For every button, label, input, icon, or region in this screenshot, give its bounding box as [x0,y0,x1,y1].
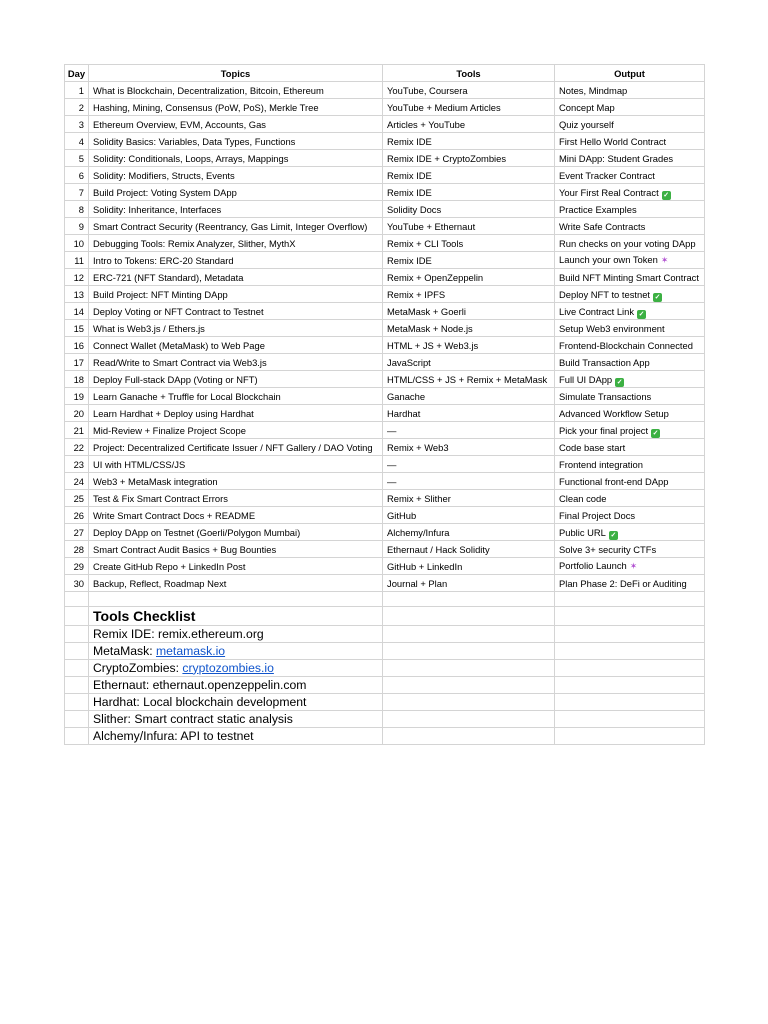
output-text: Full UI DApp [559,373,613,385]
tools-cell: Remix IDE [383,133,555,150]
checklist-item-row [65,677,705,694]
output-text: Your First Real Contract [559,186,659,198]
tools-cell: — [383,473,555,490]
tools-cell: Solidity Docs [383,201,555,218]
output-cell [555,490,705,507]
topic-cell: Project: Decentralized Certificate Issuer / NFT Gallery / DAO Voting [89,439,383,456]
checklist-item [89,643,383,660]
day-cell: 30 [65,575,89,592]
table-row [65,269,705,286]
output-cell [555,116,705,133]
table-row [65,422,705,439]
tools-cell: Hardhat [383,405,555,422]
table-row [65,116,705,133]
output-text: Launch your own Token [559,254,658,265]
checklist-item-row [65,728,705,745]
output-cell [555,269,705,286]
empty-cell [555,607,705,626]
table-row [65,184,705,201]
empty-cell [65,660,89,677]
header-output: Output [555,65,705,82]
tools-cell: Remix IDE [383,167,555,184]
empty-cell [555,694,705,711]
checklist-item-label: Slither: Smart contract static analysis [93,711,293,726]
table-row [65,371,705,388]
output-cell [555,524,705,541]
topic-cell: Debugging Tools: Remix Analyzer, Slither, MythX [89,235,383,252]
table-row [65,320,705,337]
checklist-item-link[interactable]: cryptozombies.io [182,660,274,675]
topic-cell: Connect Wallet (MetaMask) to Web Page [89,337,383,354]
empty-cell [383,643,555,660]
day-cell: 7 [65,184,89,201]
output-text: Build Transaction App [559,356,650,368]
topic-cell: What is Blockchain, Decentralization, Bitcoin, Ethereum [89,82,383,99]
topic-cell: Web3 + MetaMask integration [89,473,383,490]
output-text: Final Project Docs [559,509,636,521]
output-cell [555,541,705,558]
output-text: Mini DApp: Student Grades [559,152,674,164]
topic-cell: Deploy DApp on Testnet (Goerli/Polygon Mumbai) [89,524,383,541]
output-text: Public URL [559,526,606,538]
tools-cell: — [383,456,555,473]
tools-cell: Remix IDE [383,184,555,201]
table-row [65,286,705,303]
tools-cell: Remix + CLI Tools [383,235,555,252]
empty-cell [555,711,705,728]
topic-cell: Deploy Voting or NFT Contract to Testnet [89,303,383,320]
day-cell: 2 [65,99,89,116]
output-cell [555,337,705,354]
topic-cell: Write Smart Contract Docs + README [89,507,383,524]
tools-cell: Alchemy/Infura [383,524,555,541]
day-cell: 8 [65,201,89,218]
checklist-item-row [65,711,705,728]
topic-cell: Ethereum Overview, EVM, Accounts, Gas [89,116,383,133]
output-text: Event Tracker Contract [559,169,655,181]
output-cell [555,456,705,473]
output-cell [555,184,705,201]
checklist-item-row [65,643,705,660]
topic-cell: Build Project: NFT Minting DApp [89,286,383,303]
output-cell [555,320,705,337]
output-cell [555,218,705,235]
check-mark-button-icon: ✓ [652,429,659,437]
checklist-item-label: CryptoZombies: [93,660,183,675]
empty-cell [383,728,555,745]
table-row [65,541,705,558]
checklist-item [89,728,383,745]
header-day: Day [65,65,89,82]
topic-cell: ERC-721 (NFT Standard), Metadata [89,269,383,286]
empty-cell [65,677,89,694]
empty-cell [555,592,705,607]
day-cell: 28 [65,541,89,558]
tools-cell: Journal + Plan [383,575,555,592]
table-row [65,252,705,269]
checklist-item [89,660,383,677]
day-cell: 12 [65,269,89,286]
checklist-item-row [65,660,705,677]
table-row [65,201,705,218]
topic-cell: Create GitHub Repo + LinkedIn Post [89,558,383,575]
check-mark-button-icon: ✓ [663,191,670,199]
empty-cell [65,643,89,660]
day-cell: 18 [65,371,89,388]
output-text: First Hello World Contract [559,135,667,147]
topic-cell: Hashing, Mining, Consensus (PoW, PoS), Merkle Tree [89,99,383,116]
topic-cell: Smart Contract Security (Reentrancy, Gas Limit, Integer Overflow) [89,218,383,235]
output-text: Write Safe Contracts [559,220,646,232]
checklist-title-row [65,607,705,626]
topic-cell: Deploy Full-stack DApp (Voting or NFT) [89,371,383,388]
topic-cell: Solidity Basics: Variables, Data Types, Functions [89,133,383,150]
tools-cell: YouTube + Ethernaut [383,218,555,235]
empty-cell [555,728,705,745]
output-cell [555,405,705,422]
topic-cell: Solidity: Inheritance, Interfaces [89,201,383,218]
tools-cell: JavaScript [383,354,555,371]
topic-cell: Backup, Reflect, Roadmap Next [89,575,383,592]
output-text: Run checks on your voting DApp [559,237,696,249]
table-row [65,218,705,235]
table-row [65,82,705,99]
table-row [65,388,705,405]
output-text: Setup Web3 environment [559,322,665,334]
output-text: Clean code [559,492,607,504]
empty-cell [555,660,705,677]
header-topics: Topics [89,65,383,82]
tools-cell: Remix IDE + CryptoZombies [383,150,555,167]
empty-cell [555,643,705,660]
tools-cell: MetaMask + Goerli [383,303,555,320]
checklist-item [89,626,383,643]
output-cell [555,558,705,575]
header-tools: Tools [383,65,555,82]
empty-cell [89,592,383,607]
empty-cell [555,677,705,694]
output-text: Concept Map [559,101,615,113]
topic-cell: Build Project: Voting System DApp [89,184,383,201]
table-row [65,99,705,116]
table-row [65,575,705,592]
output-cell [555,371,705,388]
topic-cell: What is Web3.js / Ethers.js [89,320,383,337]
table-row [65,133,705,150]
day-cell: 4 [65,133,89,150]
day-cell: 1 [65,82,89,99]
checklist-title: Tools Checklist [89,607,383,626]
day-cell: 10 [65,235,89,252]
table-row [65,337,705,354]
topic-cell: Intro to Tokens: ERC-20 Standard [89,252,383,269]
output-text: Practice Examples [559,203,637,215]
checklist-item-row [65,626,705,643]
output-text: Functional front-end DApp [559,475,669,487]
empty-cell [383,592,555,607]
output-cell [555,99,705,116]
output-text: Quiz yourself [559,118,614,130]
output-cell [555,439,705,456]
checklist-item-label: Hardhat: Local blockchain development [93,694,307,709]
empty-cell [65,626,89,643]
checklist-item-row [65,694,705,711]
table-row [65,524,705,541]
day-cell: 27 [65,524,89,541]
day-cell: 22 [65,439,89,456]
topic-cell: Learn Ganache + Truffle for Local Blockchain [89,388,383,405]
roadmap-table [64,64,705,745]
table-row [65,405,705,422]
tools-cell: HTML/CSS + JS + Remix + MetaMask [383,371,555,388]
table-row [65,354,705,371]
empty-cell [65,607,89,626]
tools-cell: Remix + Web3 [383,439,555,456]
table-row [65,456,705,473]
output-text: Notes, Mindmap [559,84,628,96]
table-row [65,439,705,456]
tools-cell: HTML + JS + Web3.js [383,337,555,354]
party-popper-icon: ✶ [660,255,669,265]
empty-cell [555,626,705,643]
output-cell [555,354,705,371]
checklist-item-link[interactable]: metamask.io [156,643,226,658]
output-cell [555,388,705,405]
output-text: Live Contract Link [559,305,635,317]
checklist-item-label: Ethernaut: ethernaut.openzeppelin.com [93,677,307,692]
output-cell [555,133,705,150]
day-cell: 9 [65,218,89,235]
output-cell [555,167,705,184]
table-row [65,558,705,575]
day-cell: 21 [65,422,89,439]
day-cell: 25 [65,490,89,507]
spacer-row [65,592,705,607]
output-text: Frontend-Blockchain Connected [559,339,693,351]
empty-cell [65,728,89,745]
check-mark-button-icon: ✓ [616,378,623,386]
topic-cell: Test & Fix Smart Contract Errors [89,490,383,507]
output-text: Plan Phase 2: DeFi or Auditing [559,577,687,589]
day-cell: 5 [65,150,89,167]
tools-cell: Ethernaut / Hack Solidity [383,541,555,558]
output-text: Frontend integration [559,458,643,470]
output-text: Portfolio Launch [559,560,627,571]
table-row [65,507,705,524]
output-text: Code base start [559,441,626,453]
output-cell [555,235,705,252]
empty-cell [383,694,555,711]
day-cell: 23 [65,456,89,473]
output-text: Build NFT Minting Smart Contract [559,271,699,283]
output-text: Simulate Transactions [559,390,652,402]
topic-cell: Read/Write to Smart Contract via Web3.js [89,354,383,371]
table-row [65,167,705,184]
topic-cell: Learn Hardhat + Deploy using Hardhat [89,405,383,422]
tools-cell: MetaMask + Node.js [383,320,555,337]
day-cell: 20 [65,405,89,422]
empty-cell [65,694,89,711]
output-text: Pick your final project [559,424,649,436]
tools-cell: Ganache [383,388,555,405]
day-cell: 17 [65,354,89,371]
output-cell [555,252,705,269]
topic-cell: UI with HTML/CSS/JS [89,456,383,473]
tools-cell: Remix IDE [383,252,555,269]
tools-cell: Remix + OpenZeppelin [383,269,555,286]
tools-cell: GitHub [383,507,555,524]
empty-cell [65,592,89,607]
checklist-item [89,694,383,711]
output-cell [555,82,705,99]
table-row [65,235,705,252]
day-cell: 29 [65,558,89,575]
tools-cell: YouTube, Coursera [383,82,555,99]
day-cell: 26 [65,507,89,524]
tools-cell: Remix + IPFS [383,286,555,303]
output-cell [555,286,705,303]
checklist-item [89,711,383,728]
check-mark-button-icon: ✓ [654,293,661,301]
tools-cell: Remix + Slither [383,490,555,507]
empty-cell [383,607,555,626]
empty-cell [383,660,555,677]
empty-cell [383,711,555,728]
output-cell [555,150,705,167]
output-cell [555,303,705,320]
checklist-item-label: Remix IDE: remix.ethereum.org [93,626,264,641]
day-cell: 24 [65,473,89,490]
output-cell [555,507,705,524]
table-row [65,150,705,167]
day-cell: 3 [65,116,89,133]
checklist-item-label: MetaMask: [93,643,156,658]
empty-cell [65,711,89,728]
tools-cell: GitHub + LinkedIn [383,558,555,575]
topic-cell: Solidity: Modifiers, Structs, Events [89,167,383,184]
output-cell [555,473,705,490]
output-text: Deploy NFT to testnet [559,288,651,300]
output-text: Solve 3+ security CTFs [559,543,657,555]
tools-cell: — [383,422,555,439]
table-row [65,473,705,490]
output-cell [555,201,705,218]
output-cell [555,422,705,439]
checklist-item [89,677,383,694]
party-popper-icon: ✶ [629,561,638,571]
day-cell: 16 [65,337,89,354]
topic-cell: Smart Contract Audit Basics + Bug Bounties [89,541,383,558]
day-cell: 6 [65,167,89,184]
day-cell: 11 [65,252,89,269]
check-mark-button-icon: ✓ [638,310,645,318]
day-cell: 13 [65,286,89,303]
checklist-item-label: Alchemy/Infura: API to testnet [93,728,254,743]
table-row [65,303,705,320]
tools-cell: Articles + YouTube [383,116,555,133]
day-cell: 19 [65,388,89,405]
day-cell: 14 [65,303,89,320]
table-row [65,490,705,507]
empty-cell [383,626,555,643]
topic-cell: Solidity: Conditionals, Loops, Arrays, Mappings [89,150,383,167]
topic-cell: Mid-Review + Finalize Project Scope [89,422,383,439]
header-row [65,65,705,82]
empty-cell [383,677,555,694]
day-cell: 15 [65,320,89,337]
output-text: Advanced Workflow Setup [559,407,669,419]
tools-cell: YouTube + Medium Articles [383,99,555,116]
output-cell [555,575,705,592]
check-mark-button-icon: ✓ [610,531,617,539]
